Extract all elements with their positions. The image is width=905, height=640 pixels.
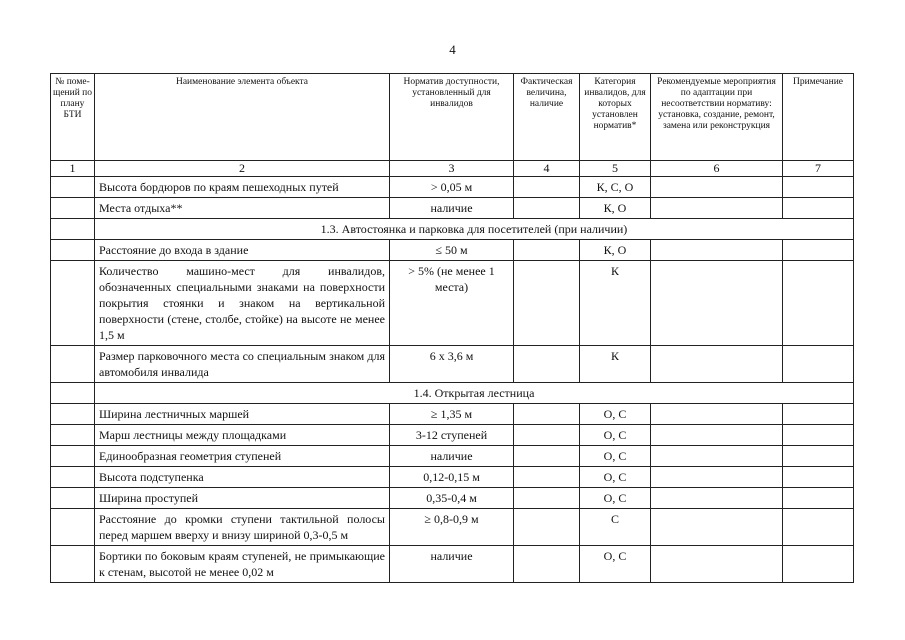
note-cell — [783, 467, 854, 488]
room-number-cell — [51, 261, 95, 346]
element-name-cell: Высота бордюров по краям пешеходных путей — [95, 177, 390, 198]
element-name-cell: Марш лестницы между площадками — [95, 425, 390, 446]
table-row — [51, 404, 854, 425]
header-measures: Рекомендуемые мероприятия по адаптации при несоответствии нормативу: установка, создание, ремонт, замена или реконструкция — [651, 74, 783, 161]
norm-cell: 3-12 ступеней — [390, 425, 514, 446]
table-row — [51, 261, 854, 346]
category-cell: С — [580, 509, 651, 546]
room-number-cell — [51, 546, 95, 583]
actual-value-cell — [514, 509, 580, 546]
category-cell: О, С — [580, 404, 651, 425]
column-number: 3 — [390, 161, 514, 177]
actual-value-cell — [514, 346, 580, 383]
measures-cell — [651, 509, 783, 546]
room-number-cell — [51, 346, 95, 383]
actual-value-cell — [514, 425, 580, 446]
table-row — [51, 546, 854, 583]
category-cell: О, С — [580, 546, 651, 583]
norm-cell: наличие — [390, 446, 514, 467]
category-cell: К — [580, 261, 651, 346]
category-cell: К, О — [580, 198, 651, 219]
column-number: 4 — [514, 161, 580, 177]
norm-cell: ≥ 1,35 м — [390, 404, 514, 425]
header-note: Примечание — [783, 74, 854, 161]
measures-cell — [651, 240, 783, 261]
measures-cell — [651, 198, 783, 219]
measures-cell — [651, 177, 783, 198]
column-number: 5 — [580, 161, 651, 177]
category-cell: К, О — [580, 240, 651, 261]
room-number-cell — [51, 446, 95, 467]
norm-cell: ≤ 50 м — [390, 240, 514, 261]
column-number: 1 — [51, 161, 95, 177]
measures-cell — [651, 488, 783, 509]
norm-cell: 0,35-0,4 м — [390, 488, 514, 509]
element-name-cell: Высота подступенка — [95, 467, 390, 488]
table-row — [51, 467, 854, 488]
category-cell: К, С, О — [580, 177, 651, 198]
actual-value-cell — [514, 467, 580, 488]
norm-cell: > 0,05 м — [390, 177, 514, 198]
accessibility-table — [50, 73, 854, 583]
category-cell: К — [580, 346, 651, 383]
note-cell — [783, 509, 854, 546]
element-name-cell: Ширина проступей — [95, 488, 390, 509]
table-row — [51, 177, 854, 198]
column-numbers-row — [51, 161, 854, 177]
norm-cell: наличие — [390, 546, 514, 583]
actual-value-cell — [514, 261, 580, 346]
table-row — [51, 198, 854, 219]
note-cell — [783, 346, 854, 383]
measures-cell — [651, 425, 783, 446]
table-row — [51, 446, 854, 467]
measures-cell — [651, 446, 783, 467]
element-name-cell: Единообразная геометрия ступеней — [95, 446, 390, 467]
room-number-cell — [51, 219, 95, 240]
element-name-cell: Количество машино-мест для инвалидов, обозначенных специальными знаками на поверхности покрытия стоянки и знаком на вертикальной поверхности (стене, столбе, стойке) на высоте не менее 1,5 м — [95, 261, 390, 346]
measures-cell — [651, 467, 783, 488]
page-number: 4 — [449, 42, 456, 57]
room-number-cell — [51, 404, 95, 425]
column-number: 7 — [783, 161, 854, 177]
norm-cell: ≥ 0,8-0,9 м — [390, 509, 514, 546]
table-row — [51, 240, 854, 261]
header-actual-value: Фактическая величина, наличие — [514, 74, 580, 161]
measures-cell — [651, 404, 783, 425]
category-cell: О, С — [580, 425, 651, 446]
room-number-cell — [51, 177, 95, 198]
note-cell — [783, 198, 854, 219]
element-name-cell: Расстояние до кромки ступени тактильной полосы перед маршем вверху и внизу шириной 0,3-0,5 м — [95, 509, 390, 546]
norm-cell: > 5% (не менее 1 места) — [390, 261, 514, 346]
actual-value-cell — [514, 488, 580, 509]
room-number-cell — [51, 488, 95, 509]
category-cell: О, С — [580, 446, 651, 467]
room-number-cell — [51, 425, 95, 446]
note-cell — [783, 404, 854, 425]
measures-cell — [651, 346, 783, 383]
actual-value-cell — [514, 177, 580, 198]
header-norm: Норматив доступности, установленный для инвалидов — [390, 74, 514, 161]
norm-cell: 6 х 3,6 м — [390, 346, 514, 383]
section-title: 1.3. Автостоянка и парковка для посетителей (при наличии) — [95, 219, 854, 240]
measures-cell — [651, 261, 783, 346]
actual-value-cell — [514, 404, 580, 425]
measures-cell — [651, 546, 783, 583]
room-number-cell — [51, 240, 95, 261]
norm-cell: наличие — [390, 198, 514, 219]
column-number: 6 — [651, 161, 783, 177]
table-row — [51, 425, 854, 446]
section-title: 1.4. Открытая лестница — [95, 383, 854, 404]
note-cell — [783, 261, 854, 346]
actual-value-cell — [514, 546, 580, 583]
table-row — [51, 488, 854, 509]
note-cell — [783, 488, 854, 509]
actual-value-cell — [514, 198, 580, 219]
table-row — [51, 509, 854, 546]
note-cell — [783, 240, 854, 261]
header-room-number: № поме-щений по плану БТИ — [51, 74, 95, 161]
note-cell — [783, 546, 854, 583]
element-name-cell: Бортики по боковым краям ступеней, не примыкающие к стенам, высотой не менее 0,02 м — [95, 546, 390, 583]
element-name-cell: Места отдыха** — [95, 198, 390, 219]
column-number: 2 — [95, 161, 390, 177]
section-row — [51, 383, 854, 404]
actual-value-cell — [514, 240, 580, 261]
element-name-cell: Ширина лестничных маршей — [95, 404, 390, 425]
norm-cell: 0,12-0,15 м — [390, 467, 514, 488]
note-cell — [783, 425, 854, 446]
actual-value-cell — [514, 446, 580, 467]
room-number-cell — [51, 467, 95, 488]
section-row — [51, 219, 854, 240]
room-number-cell — [51, 383, 95, 404]
category-cell: О, С — [580, 488, 651, 509]
header-category: Категория инвалидов, для которых установлен норматив* — [580, 74, 651, 161]
room-number-cell — [51, 509, 95, 546]
note-cell — [783, 446, 854, 467]
table-header-row — [51, 74, 854, 161]
element-name-cell: Размер парковочного места со специальным знаком для автомобиля инвалида — [95, 346, 390, 383]
table-row — [51, 346, 854, 383]
note-cell — [783, 177, 854, 198]
element-name-cell: Расстояние до входа в здание — [95, 240, 390, 261]
room-number-cell — [51, 198, 95, 219]
category-cell: О, С — [580, 467, 651, 488]
header-element-name: Наименование элемента объекта — [95, 74, 390, 161]
